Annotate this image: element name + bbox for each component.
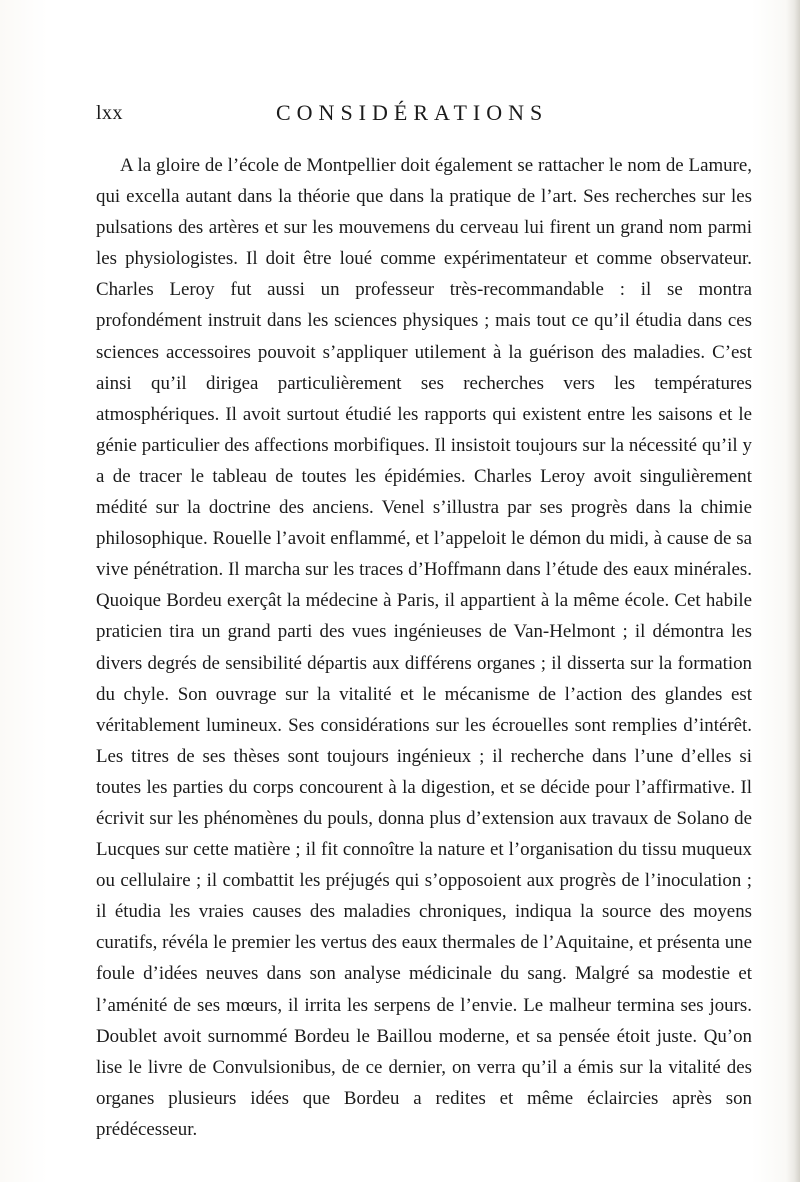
body-paragraph: A la gloire de l’école de Montpellier doit également se rattacher le nom de Lamure, qui excella autant dans la théorie que dans la pratique de l’art. Ses recherches sur les pulsations des artères et sur les mouvemens du cerveau lui firent un grand nom parmi les physiologistes. Il doit être loué comme expérimentateur et comme observateur. Charles Leroy fut aussi un professeur très-recommandable : il se montra profondément instruit dans les sciences physiques ; mais tout ce qu’il étudia dans ces sciences accessoires pouvoit s’appliquer utilement à la guérison des maladies. C’est ainsi qu’il dirigea particulièrement ses recherches vers les températures atmosphériques. Il avoit surtout étudié les rapports qui existent entre les saisons et le génie particulier des affections morbifiques. Il insistoit toujours sur la nécessité qu’il y a de tracer le tableau de toutes les épidémies. Charles Leroy avoit singulièrement médité sur la doctrine des anciens. Venel s’illustra par ses progrès dans la chimie philosophique. Rouelle l’avoit enflammé, et l’appeloit le démon du midi, à cause de sa vive pénétration. Il marcha sur les traces d’Hoffmann dans l’étude des eaux minérales. Quoique Bordeu exerçât la médecine à Paris, il appartient à la même école. Cet habile praticien tira un grand parti des vues ingénieuses de Van-Helmont ; il démontra les divers degrés de sensibilité départis aux différens organes ; il disserta sur la formation du chyle. Son ouvrage sur la vitalité et le mécanisme de l’action des glandes est véritablement lumineux. Ses considérations sur les écrouelles sont remplies d’intérêt. Les titres de ses thèses sont toujours ingénieux ; il recherche dans l’une d’elles si toutes les parties du corps concourent à la digestion, et se décide pour l’affirmative. Il écrivit sur les phénomènes du pouls, donna plus d’extension aux travaux de Solano de Lucques sur cette matière ; il fit connoître la nature et l’organisation du tissu muqueux ou cellulaire ; il combattit les préjugés qui s’opposoient aux progrès de l’inoculation ; il étudia les vraies causes des maladies chroniques, indiqua la source des moyens curatifs, révéla le premier les vertus des eaux thermales de l’Aquitaine, et présenta une foule d’idées neuves dans son analyse médicinale du sang. Malgré sa modestie et l’aménité de ses mœurs, il irrita les serpens de l’envie. Le malheur termina ses jours. Doublet avoit surnommé Bordeu le Baillou moderne, et sa pensée étoit juste. Qu’on lise le livre de Convulsionibus, de ce dernier, on verra qu’il a émis sur la vitalité des organes plusieurs idées que Bordeu a redites et même éclaircies après son prédécesseur.	[96, 155, 752, 1140]
running-title: CONSIDÉRATIONS	[276, 100, 549, 125]
page-edge-shadow	[786, 0, 800, 1182]
running-head	[96, 100, 752, 132]
page-number: lxx	[96, 102, 124, 124]
